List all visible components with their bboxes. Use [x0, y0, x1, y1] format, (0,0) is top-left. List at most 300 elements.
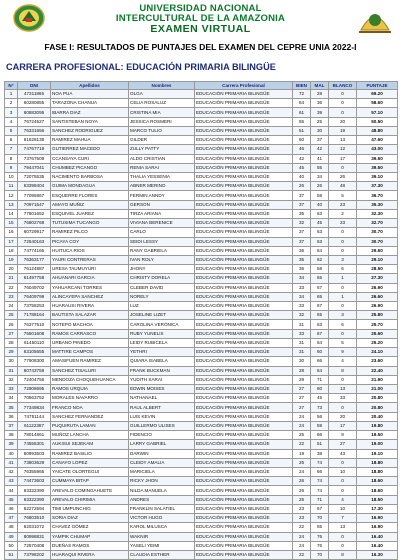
score-cell: 18.60: [357, 477, 398, 486]
name-cell: NATHANAEL: [129, 394, 195, 403]
correct-cell: 22: [293, 440, 311, 449]
table-row: [5, 514, 398, 523]
name-cell: CRISTINA MIA: [129, 108, 195, 117]
wrong-cell: 76: [311, 532, 329, 541]
dni-cell: 77349834: [18, 403, 51, 412]
surname-cell: URESA TAUMUYURI: [51, 265, 129, 274]
name-cell: CLEIDY AMALIA: [129, 458, 195, 467]
score-cell: 20.80: [357, 403, 398, 412]
name-cell: CARLO: [129, 228, 195, 237]
blank-cell: 4: [329, 357, 357, 366]
name-cell: CAROLINA VERÓNICA: [129, 320, 195, 329]
row-number: 11: [5, 182, 18, 191]
wrong-cell: 65: [311, 311, 329, 320]
blank-cell: 23: [329, 219, 357, 228]
career-cell: EDUCACIÓN PRIMARIA BILINGÜE: [195, 172, 293, 181]
surname-cell: AREVALO CHIRIMIA: [51, 495, 129, 504]
table-row: [5, 523, 398, 532]
blank-cell: 0: [329, 283, 357, 292]
surname-cell: DUEÑAS RAMOS: [51, 541, 129, 550]
row-number: 2: [5, 99, 18, 108]
blank-cell: 0: [329, 541, 357, 550]
blank-cell: 43: [329, 449, 357, 458]
dni-cell: 76355965: [18, 467, 51, 476]
row-number: 39: [5, 440, 18, 449]
table-row: [5, 237, 398, 246]
career-cell: EDUCACIÓN PRIMARIA BILINGÜE: [195, 182, 293, 191]
surname-cell: FRANCO NOA: [51, 403, 129, 412]
blank-cell: 0: [329, 458, 357, 467]
row-number: 38: [5, 431, 18, 440]
dni-cell: 80993503: [18, 449, 51, 458]
score-cell: 30.70: [357, 228, 398, 237]
table-row: [5, 421, 398, 430]
score-cell: 39.60: [357, 154, 398, 163]
row-number: 20: [5, 265, 18, 274]
table-row: [5, 458, 398, 467]
surname-cell: CANAYO LOPEZ: [51, 458, 129, 467]
table-row: [5, 90, 398, 99]
table-row: [5, 265, 398, 274]
score-cell: 26.90: [357, 302, 398, 311]
career-cell: EDUCACIÓN PRIMARIA BILINGÜE: [195, 108, 293, 117]
dni-cell: 73758253: [18, 302, 51, 311]
dni-cell: 60729917: [18, 228, 51, 237]
table-row: [5, 283, 398, 292]
score-cell: 25.70: [357, 320, 398, 329]
table-row: [5, 366, 398, 375]
career-cell: EDUCACIÓN PRIMARIA BILINGÜE: [195, 200, 293, 209]
career-cell: EDUCACIÓN PRIMARIA BILINGÜE: [195, 191, 293, 200]
surname-cell: AUKISUI SEJEKAM: [51, 440, 129, 449]
score-cell: 69.20: [357, 90, 398, 99]
row-number: 13: [5, 200, 18, 209]
correct-cell: 26: [293, 182, 311, 191]
correct-cell: 36: [293, 265, 311, 274]
dni-cell: 76409799: [18, 292, 51, 301]
name-cell: LEIDY RUBICELA: [129, 338, 195, 347]
dni-cell: 79447041: [18, 163, 51, 172]
score-cell: 24.10: [357, 348, 398, 357]
blank-cell: 5: [329, 191, 357, 200]
career-cell: EDUCACIÓN PRIMARIA BILINGÜE: [195, 320, 293, 329]
career-cell: EDUCACIÓN PRIMARIA BILINGÜE: [195, 136, 293, 145]
correct-cell: 37: [293, 228, 311, 237]
wrong-cell: 74: [311, 477, 329, 486]
career-cell: EDUCACIÓN PRIMARIA BILINGÜE: [195, 209, 293, 218]
dni-cell: 70971547: [18, 200, 51, 209]
wrong-cell: 41: [311, 154, 329, 163]
wrong-cell: 66: [311, 431, 329, 440]
blank-cell: 1: [329, 274, 357, 283]
score-cell: 23.60: [357, 357, 398, 366]
score-cell: 29.60: [357, 246, 398, 255]
score-cell: 30.70: [357, 237, 398, 246]
name-cell: YUDITH SARAI: [129, 375, 195, 384]
surname-cell: CHAVEZ GÓMEZ: [51, 523, 129, 532]
correct-cell: 26: [293, 458, 311, 467]
career-cell: EDUCACIÓN PRIMARIA BILINGÜE: [195, 440, 293, 449]
dni-cell: 61497758: [18, 274, 51, 283]
table-row: [5, 154, 398, 163]
dni-cell: 73767509: [18, 154, 51, 163]
career-cell: EDUCACIÓN PRIMARIA BILINGÜE: [195, 329, 293, 338]
name-cell: RICKY JHON: [129, 477, 195, 486]
wrong-cell: 56: [311, 412, 329, 421]
row-number: 41: [5, 458, 18, 467]
surname-cell: RAMIREZ PILCO: [51, 228, 129, 237]
career-cell: EDUCACIÓN PRIMARIA BILINGÜE: [195, 117, 293, 126]
wrong-cell: 66: [311, 467, 329, 476]
career-cell: EDUCACIÓN PRIMARIA BILINGÜE: [195, 449, 293, 458]
correct-cell: 32: [293, 311, 311, 320]
career-cell: EDUCACIÓN PRIMARIA BILINGÜE: [195, 412, 293, 421]
score-cell: 57.10: [357, 108, 398, 117]
blank-cell: 0: [329, 486, 357, 495]
name-cell: WAKNIR: [129, 532, 195, 541]
dni-cell: 72570408: [18, 541, 51, 550]
career-cell: EDUCACIÓN PRIMARIA BILINGÜE: [195, 154, 293, 163]
dni-cell: 76049702: [18, 283, 51, 292]
career-cell: EDUCACIÓN PRIMARIA BILINGÜE: [195, 467, 293, 476]
table-row: [5, 532, 398, 541]
table-header-row: [5, 82, 398, 90]
table-row: [5, 486, 398, 495]
dni-cell: 47311865: [18, 90, 51, 99]
row-number: 4: [5, 117, 18, 126]
score-cell: 29.10: [357, 255, 398, 264]
wrong-cell: 64: [311, 366, 329, 375]
score-cell: 18.80: [357, 467, 398, 476]
score-cell: 20.80: [357, 394, 398, 403]
score-cell: 18.80: [357, 458, 398, 467]
name-cell: FERMIN ANNDY: [129, 191, 195, 200]
surname-cell: GUIMA MONDAGUA: [51, 182, 129, 191]
score-cell: 25.60: [357, 329, 398, 338]
row-number: 18: [5, 246, 18, 255]
row-number: 44: [5, 486, 18, 495]
row-number: 22: [5, 283, 18, 292]
correct-cell: 34: [293, 292, 311, 301]
wrong-cell: 67: [311, 283, 329, 292]
table-row: [5, 219, 398, 228]
row-number: 30: [5, 357, 18, 366]
surname-cell: ESQUERRE FLORES: [51, 191, 129, 200]
surname-cell: SANCHEZ TISALURI: [51, 366, 129, 375]
wrong-cell: 58: [311, 265, 329, 274]
name-cell: RAUL ALBERT: [129, 403, 195, 412]
wrong-cell: 64: [311, 338, 329, 347]
row-number: 36: [5, 412, 18, 421]
wrong-cell: 59: [311, 421, 329, 430]
name-cell: GUILLERMO ULISES: [129, 421, 195, 430]
dni-cell: 60883095: [18, 108, 51, 117]
surname-cell: HUARAQUI RIVERA: [51, 550, 129, 559]
row-number: 42: [5, 467, 18, 476]
wrong-cell: 38: [311, 449, 329, 458]
wrong-cell: 71: [311, 495, 329, 504]
correct-cell: 31: [293, 320, 311, 329]
blank-cell: 0: [329, 246, 357, 255]
surname-cell: SANCHEZ FERNANDEZ: [51, 412, 129, 421]
blank-cell: 0: [329, 237, 357, 246]
table-row: [5, 403, 398, 412]
career-cell: EDUCACIÓN PRIMARIA BILINGÜE: [195, 274, 293, 283]
name-cell: LUIS KEVIN: [129, 412, 195, 421]
table-row: [5, 228, 398, 237]
correct-cell: 23: [293, 514, 311, 523]
name-cell: EDWIN MOISES: [129, 385, 195, 394]
name-cell: TIRZA ARIANA: [129, 209, 195, 218]
surname-cell: MORALES NAVARRO: [51, 394, 129, 403]
wrong-cell: 42: [311, 145, 329, 154]
row-number: 47: [5, 514, 18, 523]
correct-cell: 33: [293, 302, 311, 311]
score-cell: 35.30: [357, 200, 398, 209]
row-number: 51: [5, 550, 18, 559]
name-cell: KAROL MILUSCA: [129, 523, 195, 532]
dni-cell: 63322390: [18, 495, 51, 504]
correct-cell: 24: [293, 541, 311, 550]
dni-cell: 63322390: [18, 486, 51, 495]
dni-cell: 60743758: [18, 366, 51, 375]
correct-cell: 37: [293, 237, 311, 246]
wrong-cell: 66: [311, 357, 329, 366]
career-cell: EDUCACIÓN PRIMARIA BILINGÜE: [195, 366, 293, 375]
table-row: [5, 182, 398, 191]
document-header: [0, 0, 401, 38]
table-row: [5, 163, 398, 172]
row-number: 8: [5, 154, 18, 163]
row-number: 33: [5, 385, 18, 394]
correct-cell: 26: [293, 477, 311, 486]
correct-cell: 35: [293, 255, 311, 264]
table-row: [5, 348, 398, 357]
correct-cell: 25: [293, 431, 311, 440]
column-header: PUNTAJE: [357, 82, 398, 90]
table-row: [5, 385, 398, 394]
correct-cell: 64: [293, 99, 311, 108]
career-cell: EDUCACIÓN PRIMARIA BILINGÜE: [195, 523, 293, 532]
name-cell: SEIDI LESSY: [129, 237, 195, 246]
wrong-cell: 30: [311, 126, 329, 135]
score-cell: 22.40: [357, 366, 398, 375]
dni-cell: 76377510: [18, 320, 51, 329]
blank-cell: 17: [329, 421, 357, 430]
wrong-cell: 67: [311, 329, 329, 338]
score-cell: 27.30: [357, 274, 398, 283]
exam-title: EXAMEN VIRTUAL: [150, 23, 251, 35]
row-number: 40: [5, 449, 18, 458]
row-number: 48: [5, 523, 18, 532]
score-cell: 18.50: [357, 495, 398, 504]
wrong-cell: 67: [311, 504, 329, 513]
row-number: 31: [5, 366, 18, 375]
dni-cell: 72404756: [18, 375, 51, 384]
blank-cell: 0: [329, 477, 357, 486]
score-cell: 39.50: [357, 163, 398, 172]
surname-cell: AREVALO COMINGAHUETE: [51, 486, 129, 495]
dni-cell: 63398404: [18, 182, 51, 191]
correct-cell: 24: [293, 412, 311, 421]
blank-cell: 27: [329, 440, 357, 449]
score-cell: 28.50: [357, 265, 398, 274]
blank-cell: 9: [329, 348, 357, 357]
name-cell: RANY GABRIELA: [129, 246, 195, 255]
wrong-cell: 74: [311, 486, 329, 495]
surname-cell: PICAYA COY: [51, 237, 129, 246]
score-cell: 19.00: [357, 440, 398, 449]
blank-cell: 23: [329, 200, 357, 209]
row-number: 1: [5, 90, 18, 99]
score-cell: 16.40: [357, 541, 398, 550]
blank-cell: 3: [329, 311, 357, 320]
surname-cell: CHUMBEZ PICANGO: [51, 163, 129, 172]
blank-cell: 0: [329, 99, 357, 108]
blank-cell: 26: [329, 172, 357, 181]
surname-cell: MUÑOZ LANCHA: [51, 431, 129, 440]
blank-cell: 0: [329, 90, 357, 99]
blank-cell: 48: [329, 182, 357, 191]
correct-cell: 37: [293, 200, 311, 209]
wrong-cell: 25: [311, 117, 329, 126]
correct-cell: 31: [293, 348, 311, 357]
table-row: [5, 550, 398, 559]
wrong-cell: 34: [311, 172, 329, 181]
correct-cell: 29: [293, 375, 311, 384]
blank-cell: 33: [329, 394, 357, 403]
career-cell: EDUCACIÓN PRIMARIA BILINGÜE: [195, 514, 293, 523]
phase-title: FASE I: RESULTADOS DE PUNTAJES DEL EXAMEN DEL CEPRE UNIA 2022-I: [44, 42, 357, 52]
career-cell: EDUCACIÓN PRIMARIA BILINGÜE: [195, 375, 293, 384]
surname-cell: AMASIFUEN RAMIREZ: [51, 357, 129, 366]
row-number: 35: [5, 403, 18, 412]
column-header: Carrera Profesional: [195, 82, 293, 90]
career-cell: EDUCACIÓN PRIMARIA BILINGÜE: [195, 292, 293, 301]
career-cell: EDUCACIÓN PRIMARIA BILINGÜE: [195, 99, 293, 108]
blank-cell: 5: [329, 338, 357, 347]
correct-cell: 33: [293, 283, 311, 292]
surname-cell: HUITUCA RIOS: [51, 246, 129, 255]
table-row: [5, 145, 398, 154]
surname-cell: NACIMENTO BARBOSA: [51, 172, 129, 181]
name-cell: RENIA SARAI: [129, 163, 195, 172]
dni-cell: 60280855: [18, 99, 51, 108]
surname-cell: SANCHEZ RODRIGUEZ: [51, 126, 129, 135]
surname-cell: SANTISTEBAN NOYA: [51, 117, 129, 126]
blank-cell: 6: [329, 265, 357, 274]
table-row: [5, 338, 398, 347]
row-number: 17: [5, 237, 18, 246]
name-cell: VIVIANA BERENICE: [129, 219, 195, 228]
blank-cell: 12: [329, 145, 357, 154]
career-cell: EDUCACIÓN PRIMARIA BILINGÜE: [195, 532, 293, 541]
correct-cell: 25: [293, 495, 311, 504]
score-cell: 19.50: [357, 431, 398, 440]
column-header: BLANCO: [329, 82, 357, 90]
dni-cell: 76802768: [18, 219, 51, 228]
surname-cell: TARAZONA CHANUA: [51, 99, 129, 108]
blank-cell: 17: [329, 154, 357, 163]
name-cell: IVAN ROLY: [129, 255, 195, 264]
surname-cell: CUMMAYA BITAP: [51, 477, 129, 486]
career-cell: EDUCACIÓN PRIMARIA BILINGÜE: [195, 477, 293, 486]
surname-cell: GUTIERREZ MACEDO: [51, 145, 129, 154]
column-header: MAL: [311, 82, 329, 90]
correct-cell: 22: [293, 550, 311, 559]
table-row: [5, 541, 398, 550]
correct-cell: 30: [293, 357, 311, 366]
university-name-line1: UNIVERSIDAD NACIONAL: [139, 3, 262, 14]
score-cell: 47.60: [357, 136, 398, 145]
blank-cell: 0: [329, 108, 357, 117]
score-cell: 16.90: [357, 523, 398, 532]
dni-cell: 74555301: [18, 440, 51, 449]
correct-cell: 35: [293, 209, 311, 218]
table-row: [5, 495, 398, 504]
score-cell: 32.30: [357, 209, 398, 218]
table-row: [5, 431, 398, 440]
blank-cell: 1: [329, 292, 357, 301]
blank-cell: 10: [329, 504, 357, 513]
table-row: [5, 375, 398, 384]
wrong-cell: 60: [311, 385, 329, 394]
name-cell: ANDRES: [129, 495, 195, 504]
blank-cell: 0: [329, 163, 357, 172]
score-cell: 26.60: [357, 292, 398, 301]
career-cell: EDUCACIÓN PRIMARIA BILINGÜE: [195, 126, 293, 135]
surname-cell: TUTUSIMA TUCANGO: [51, 219, 129, 228]
career-cell: EDUCACIÓN PRIMARIA BILINGÜE: [195, 163, 293, 172]
career-cell: EDUCACIÓN PRIMARIA BILINGÜE: [195, 431, 293, 440]
name-cell: OLGA: [129, 90, 195, 99]
score-cell: 16.90: [357, 514, 398, 523]
dni-cell: 70563752: [18, 394, 51, 403]
name-cell: ZULLY PATTY: [129, 145, 195, 154]
dni-cell: 61628138: [18, 136, 51, 145]
table-row: [5, 449, 398, 458]
wrong-cell: 45: [311, 394, 329, 403]
column-header: Nombres: [129, 82, 195, 90]
score-cell: 48.80: [357, 126, 398, 135]
surname-cell: SORIA DIAZ: [51, 514, 129, 523]
correct-cell: 37: [293, 191, 311, 200]
row-number: 45: [5, 495, 18, 504]
row-number: 50: [5, 541, 18, 550]
blank-cell: 0: [329, 228, 357, 237]
surname-cell: MENDOZA CHOQUEHUANCA: [51, 375, 129, 384]
career-cell: EDUCACIÓN PRIMARIA BILINGÜE: [195, 495, 293, 504]
row-number: 23: [5, 292, 18, 301]
name-cell: RUBY YUNELIX: [129, 329, 195, 338]
score-cell: 58.60: [357, 99, 398, 108]
name-cell: FIDENCIO: [129, 431, 195, 440]
blank-cell: 9: [329, 431, 357, 440]
name-cell: MARICIELA: [129, 467, 195, 476]
surname-cell: CCANSAYA CURI: [51, 154, 129, 163]
name-cell: CHRISTY DORELA: [129, 274, 195, 283]
row-number: 12: [5, 191, 18, 200]
row-number: 15: [5, 219, 18, 228]
score-cell: 20.40: [357, 412, 398, 421]
career-cell: EDUCACIÓN PRIMARIA BILINGÜE: [195, 255, 293, 264]
blank-cell: 6: [329, 320, 357, 329]
score-cell: 17.30: [357, 504, 398, 513]
wrong-cell: 37: [311, 136, 329, 145]
correct-cell: 31: [293, 338, 311, 347]
row-number: 7: [5, 145, 18, 154]
surname-cell: RAMIREZ BASILIO: [51, 449, 129, 458]
